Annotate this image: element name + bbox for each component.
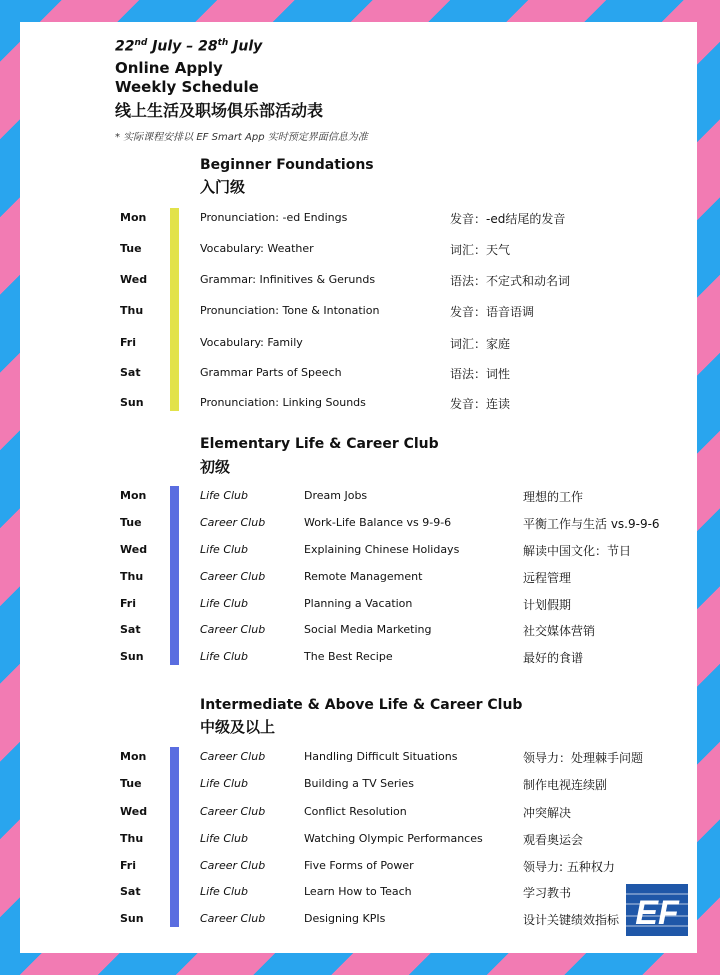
topic-text: Building a TV Series bbox=[304, 777, 414, 790]
topic-cn-text: 发音：连读 bbox=[450, 397, 511, 411]
header-line-1: Online Apply bbox=[115, 59, 223, 77]
ef-logo-text: EF bbox=[635, 894, 679, 932]
elementary-title-cn: 初级 bbox=[200, 458, 231, 476]
day-label: Mon bbox=[120, 211, 147, 224]
topic-text: Grammar: Infinitives & Gerunds bbox=[200, 273, 376, 286]
day-label: Sun bbox=[120, 912, 144, 925]
club-type: Career Club bbox=[200, 912, 266, 925]
schedule-sheet bbox=[20, 22, 697, 953]
page-title-cn: 线上生活及职场俱乐部活动表 bbox=[115, 101, 324, 120]
club-type: Life Club bbox=[200, 650, 249, 663]
day-label: Thu bbox=[120, 832, 144, 845]
club-type: Career Club bbox=[200, 750, 266, 763]
topic-cn-text: 理想的工作 bbox=[523, 490, 584, 504]
topic-text: Planning a Vacation bbox=[304, 597, 413, 610]
topic-cn-text: 冲突解决 bbox=[523, 806, 572, 820]
topic-cn-text: 领导力：处理棘手问题 bbox=[523, 751, 644, 765]
topic-text: Pronunciation: -ed Endings bbox=[200, 211, 348, 224]
topic-cn-text: 远程管理 bbox=[523, 571, 572, 585]
topic-text: Handling Difficult Situations bbox=[304, 750, 458, 763]
topic-text: Remote Management bbox=[304, 570, 423, 583]
day-label: Wed bbox=[120, 273, 148, 286]
club-type: Life Club bbox=[200, 832, 249, 845]
topic-text: Five Forms of Power bbox=[304, 859, 414, 872]
topic-text: Explaining Chinese Holidays bbox=[304, 543, 460, 556]
intermediate-title-cn: 中级及以上 bbox=[200, 718, 276, 736]
date-range: 22nd July – 28th July bbox=[115, 38, 263, 55]
topic-cn-text: 学习教书 bbox=[523, 886, 572, 900]
topic-text: Vocabulary: Weather bbox=[200, 242, 314, 255]
day-label: Sat bbox=[120, 623, 141, 636]
club-type: Life Club bbox=[200, 777, 249, 790]
day-label: Tue bbox=[120, 242, 142, 255]
day-label: Sat bbox=[120, 366, 141, 379]
club-type: Career Club bbox=[200, 805, 266, 818]
day-label: Fri bbox=[120, 336, 137, 349]
topic-cn-text: 观看奥运会 bbox=[523, 833, 584, 847]
topic-text: Social Media Marketing bbox=[304, 623, 432, 636]
topic-text: Vocabulary: Family bbox=[200, 336, 303, 349]
day-label: Wed bbox=[120, 805, 148, 818]
topic-cn-text: 制作电视连续剧 bbox=[523, 778, 608, 792]
club-type: Life Club bbox=[200, 543, 249, 556]
topic-cn-text: 解读中国文化：节日 bbox=[523, 544, 632, 558]
elementary-title: Elementary Life & Career Club bbox=[200, 436, 439, 452]
topic-cn-text: 语法：词性 bbox=[450, 367, 511, 381]
ef-logo-icon bbox=[626, 884, 688, 936]
topic-text: Grammar Parts of Speech bbox=[200, 366, 342, 379]
topic-text: Pronunciation: Linking Sounds bbox=[200, 396, 366, 409]
day-label: Sat bbox=[120, 885, 141, 898]
day-label: Tue bbox=[120, 516, 142, 529]
topic-cn-text: 社交媒体营销 bbox=[523, 624, 596, 638]
day-label: Fri bbox=[120, 597, 137, 610]
day-label: Sun bbox=[120, 396, 144, 409]
topic-text: Dream Jobs bbox=[304, 489, 368, 502]
topic-cn-text: 发音：语音语调 bbox=[450, 305, 535, 319]
day-label: Mon bbox=[120, 489, 147, 502]
topic-cn-text: 最好的食谱 bbox=[523, 651, 584, 665]
intermediate-bar bbox=[170, 747, 179, 927]
topic-text: Watching Olympic Performances bbox=[304, 832, 483, 845]
topic-text: Pronunciation: Tone & Intonation bbox=[200, 304, 380, 317]
topic-cn-text: 平衡工作与生活 vs.9-9-6 bbox=[523, 517, 660, 531]
topic-cn-text: 领导力: 五种权力 bbox=[523, 860, 615, 874]
topic-cn-text: 设计关键绩效指标 bbox=[523, 913, 620, 927]
beginner-title-cn: 入门级 bbox=[200, 178, 246, 196]
club-type: Career Club bbox=[200, 859, 266, 872]
intermediate-title: Intermediate & Above Life & Career Club bbox=[200, 697, 523, 713]
beginner-title: Beginner Foundations bbox=[200, 157, 374, 173]
club-type: Life Club bbox=[200, 885, 249, 898]
club-type: Career Club bbox=[200, 570, 266, 583]
day-label: Thu bbox=[120, 570, 144, 583]
topic-cn-text: 计划假期 bbox=[523, 598, 572, 612]
topic-text: Conflict Resolution bbox=[304, 805, 407, 818]
elementary-bar bbox=[170, 486, 179, 665]
beginner-bar bbox=[170, 208, 179, 411]
day-label: Tue bbox=[120, 777, 142, 790]
topic-text: Designing KPIs bbox=[304, 912, 386, 925]
topic-text: Work-Life Balance vs 9-9-6 bbox=[304, 516, 452, 529]
topic-text: Learn How to Teach bbox=[304, 885, 412, 898]
header-line-2: Weekly Schedule bbox=[115, 78, 259, 96]
topic-cn-text: 词汇：家庭 bbox=[450, 337, 511, 351]
topic-cn-text: 发音：-ed结尾的发音 bbox=[450, 212, 566, 226]
club-type: Career Club bbox=[200, 516, 266, 529]
day-label: Fri bbox=[120, 859, 137, 872]
day-label: Mon bbox=[120, 750, 147, 763]
footnote: * 实际课程安排以 EF Smart App 实时预定界面信息为准 bbox=[115, 132, 368, 143]
topic-text: The Best Recipe bbox=[304, 650, 393, 663]
club-type: Life Club bbox=[200, 597, 249, 610]
day-label: Thu bbox=[120, 304, 144, 317]
topic-cn-text: 词汇：天气 bbox=[450, 243, 511, 257]
day-label: Wed bbox=[120, 543, 148, 556]
club-type: Career Club bbox=[200, 623, 266, 636]
club-type: Life Club bbox=[200, 489, 249, 502]
topic-cn-text: 语法：不定式和动名词 bbox=[450, 274, 571, 288]
day-label: Sun bbox=[120, 650, 144, 663]
